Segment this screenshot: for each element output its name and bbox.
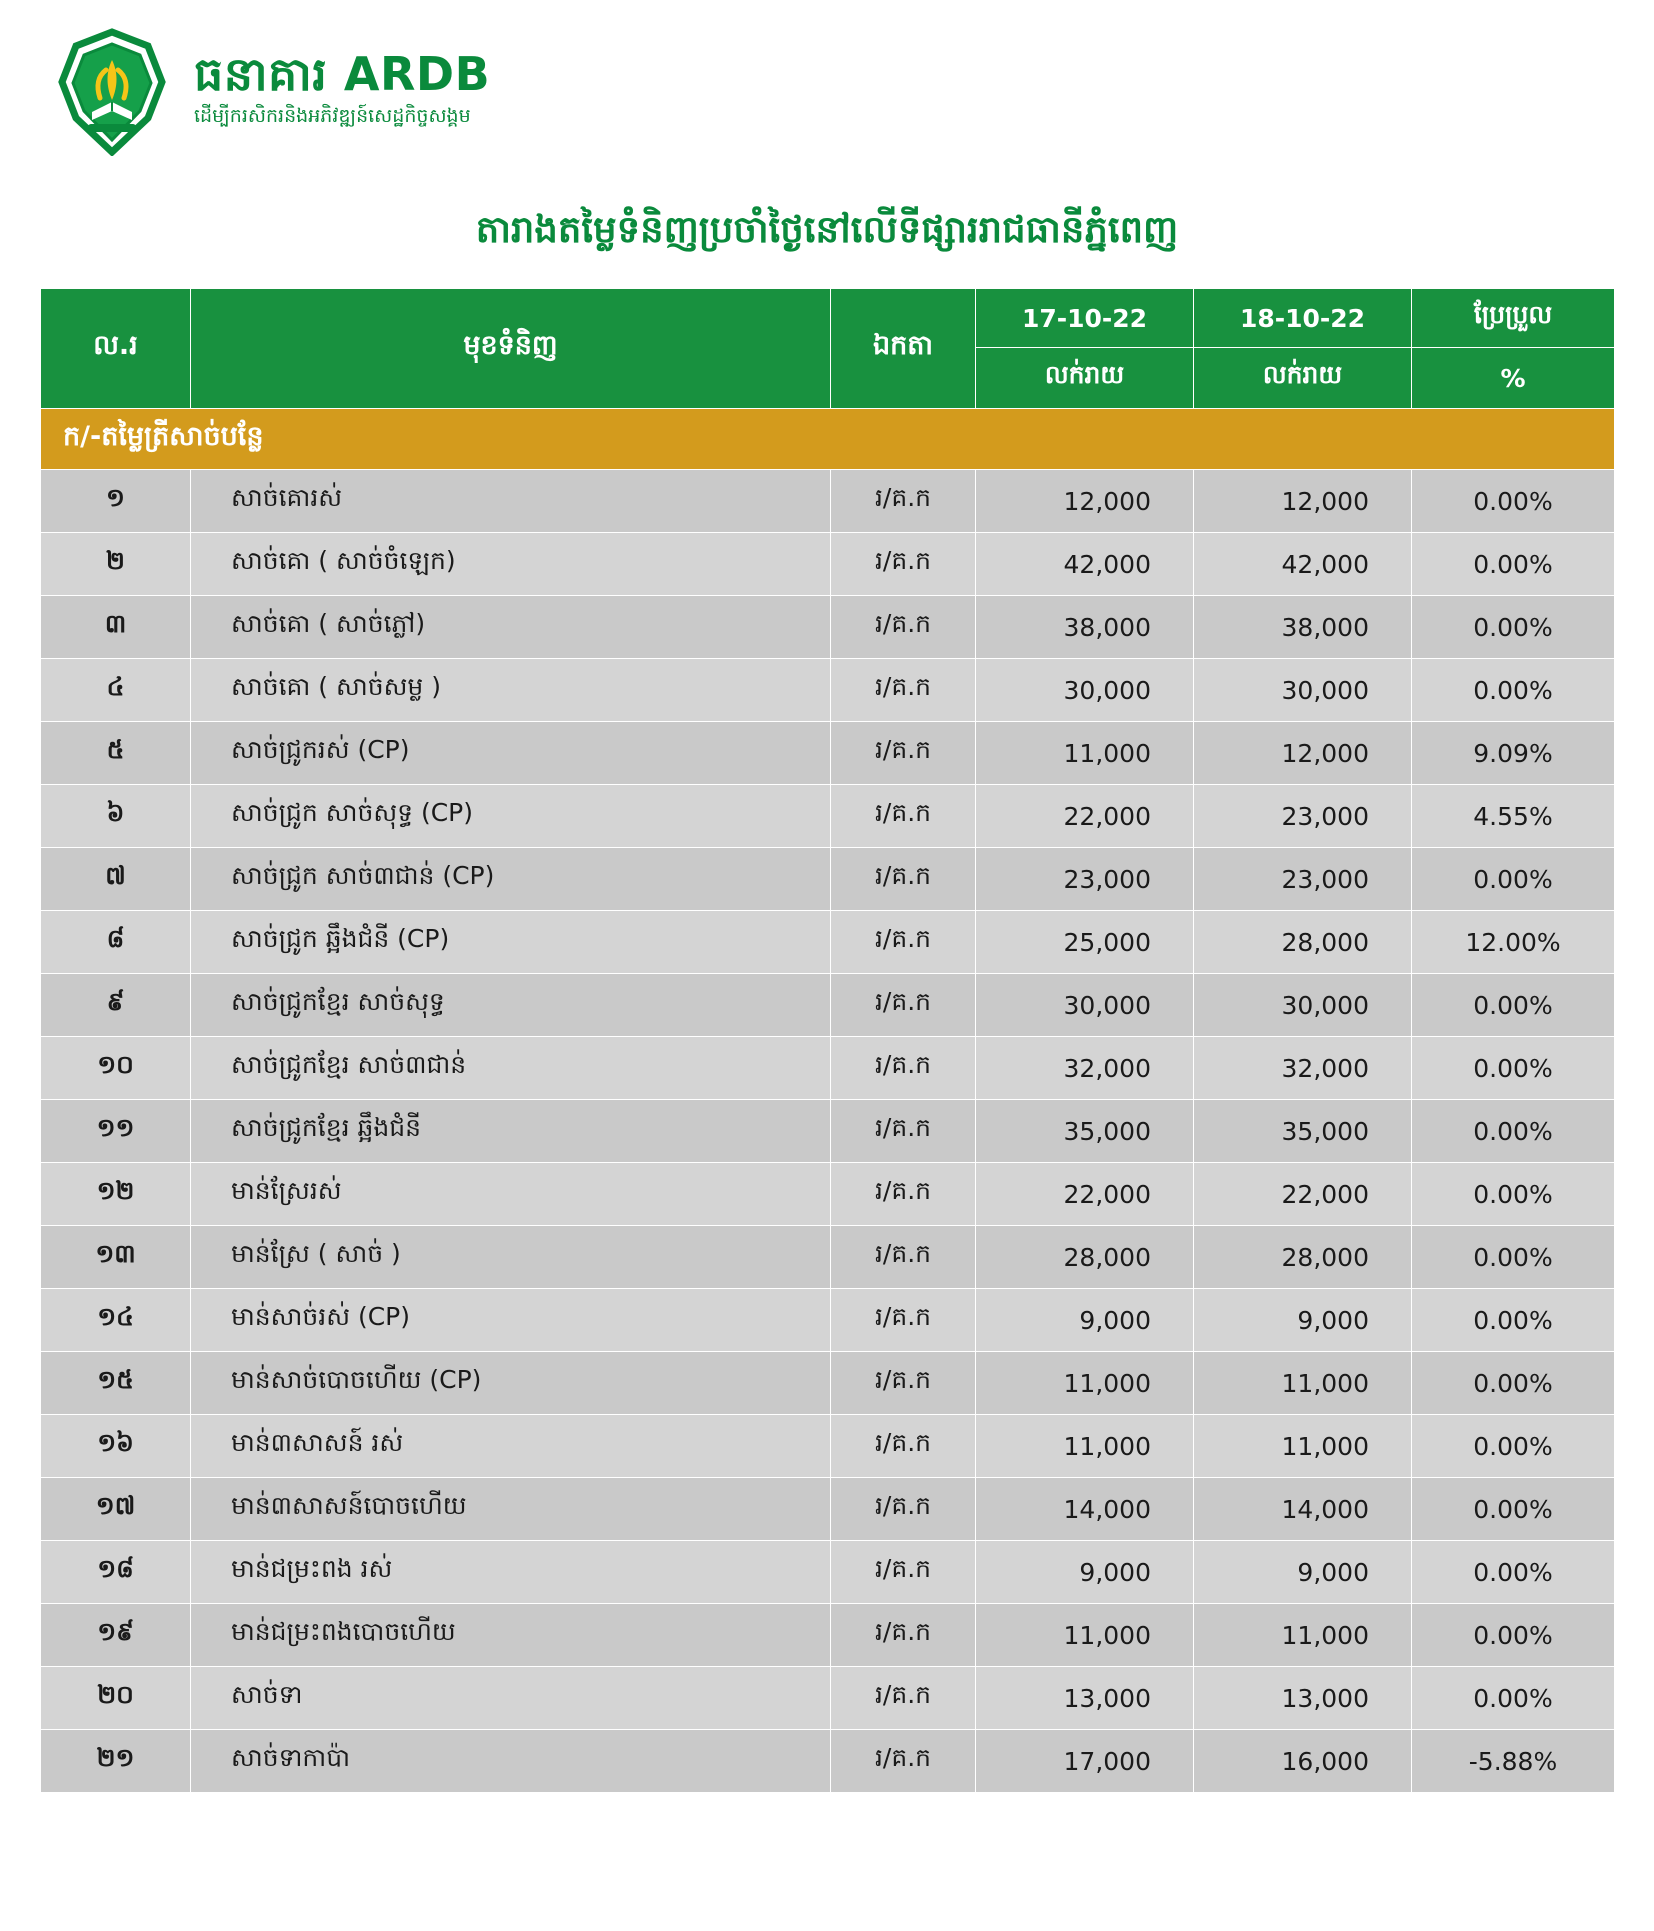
row-unit: រ/គ.ក: [831, 1604, 976, 1667]
row-price-1: 11,000: [976, 1415, 1194, 1478]
row-unit: រ/គ.ក: [831, 1100, 976, 1163]
row-unit: រ/គ.ក: [831, 596, 976, 659]
row-price-2: 32,000: [1194, 1037, 1412, 1100]
table-row: [41, 974, 1615, 1037]
row-item: មាន់សាច់បោចហើយ (CP): [191, 1352, 831, 1415]
row-number: ១៤: [41, 1289, 191, 1352]
row-change: 0.00%: [1412, 1100, 1615, 1163]
row-number: ២០: [41, 1667, 191, 1730]
row-change: 0.00%: [1412, 1541, 1615, 1604]
row-item: មាន់៣សាសន៍បោចហើយ: [191, 1478, 831, 1541]
row-price-2: 30,000: [1194, 659, 1412, 722]
row-change: 0.00%: [1412, 1289, 1615, 1352]
table-row: [41, 722, 1615, 785]
row-price-2: 38,000: [1194, 596, 1412, 659]
row-price-1: 9,000: [976, 1541, 1194, 1604]
row-item: សាច់ជ្រូក ឆ្អឹងជំនី (CP): [191, 911, 831, 974]
row-price-2: 11,000: [1194, 1604, 1412, 1667]
row-unit: រ/គ.ក: [831, 1541, 976, 1604]
column-header-change: ប្រែប្រួល: [1412, 289, 1615, 348]
row-change: 0.00%: [1412, 1415, 1615, 1478]
row-unit: រ/គ.ក: [831, 1352, 976, 1415]
row-item: មាន់ស្រែ ( សាច់ ): [191, 1226, 831, 1289]
row-number: ១៦: [41, 1415, 191, 1478]
row-number: ៥: [41, 722, 191, 785]
ardb-logo-icon: [48, 28, 176, 156]
row-unit: រ/គ.ក: [831, 1667, 976, 1730]
row-number: ២១: [41, 1730, 191, 1793]
table-row: [41, 1289, 1615, 1352]
column-subheader-retail-1: លក់រាយ: [976, 348, 1194, 409]
table-row: [41, 1730, 1615, 1793]
row-item: សាច់ទាកាប៉ា: [191, 1730, 831, 1793]
row-item: មាន់ជម្រះពង រស់: [191, 1541, 831, 1604]
row-number: ៩: [41, 974, 191, 1037]
row-price-1: 14,000: [976, 1478, 1194, 1541]
row-change: 0.00%: [1412, 1352, 1615, 1415]
row-item: មាន់ជម្រះពងបោចហើយ: [191, 1604, 831, 1667]
row-price-2: 28,000: [1194, 911, 1412, 974]
row-item: សាច់ជ្រូកខ្មែរ សាច់សុទ្ធ: [191, 974, 831, 1037]
column-header-date-2: 18-10-22: [1194, 289, 1412, 348]
table-body: [41, 409, 1615, 1793]
row-unit: រ/គ.ក: [831, 1478, 976, 1541]
row-unit: រ/គ.ក: [831, 1037, 976, 1100]
row-item: សាច់គោរស់: [191, 470, 831, 533]
table-header-row-1: [41, 289, 1615, 348]
column-subheader-percent: %: [1412, 348, 1615, 409]
row-item: សាច់ជ្រូក សាច់សុទ្ធ (CP): [191, 785, 831, 848]
row-price-1: 32,000: [976, 1037, 1194, 1100]
row-number: ៣: [41, 596, 191, 659]
column-subheader-retail-2: លក់រាយ: [1194, 348, 1412, 409]
row-number: ៦: [41, 785, 191, 848]
row-unit: រ/គ.ក: [831, 848, 976, 911]
row-number: ២: [41, 533, 191, 596]
page-header: [40, 28, 1614, 156]
table-row: [41, 1541, 1615, 1604]
row-price-2: 13,000: [1194, 1667, 1412, 1730]
row-price-1: 11,000: [976, 1604, 1194, 1667]
row-item: សាច់គោ ( សាច់សម្ល ): [191, 659, 831, 722]
table-row: [41, 533, 1615, 596]
section-header-row: [41, 409, 1615, 470]
row-change: 0.00%: [1412, 596, 1615, 659]
row-price-2: 16,000: [1194, 1730, 1412, 1793]
row-price-1: 38,000: [976, 596, 1194, 659]
row-price-2: 12,000: [1194, 722, 1412, 785]
row-change: 0.00%: [1412, 1478, 1615, 1541]
row-price-1: 13,000: [976, 1667, 1194, 1730]
row-unit: រ/គ.ក: [831, 1289, 976, 1352]
row-item: សាច់គោ ( សាច់ចំឡេក): [191, 533, 831, 596]
column-header-date-1: 17-10-22: [976, 289, 1194, 348]
row-unit: រ/គ.ក: [831, 1415, 976, 1478]
table-row: [41, 1604, 1615, 1667]
row-change: 0.00%: [1412, 1163, 1615, 1226]
row-price-2: 23,000: [1194, 785, 1412, 848]
row-price-1: 9,000: [976, 1289, 1194, 1352]
column-header-no: ល.រ: [41, 289, 191, 409]
row-change: 0.00%: [1412, 470, 1615, 533]
row-price-2: 11,000: [1194, 1352, 1412, 1415]
row-unit: រ/គ.ក: [831, 659, 976, 722]
row-unit: រ/គ.ក: [831, 1163, 976, 1226]
row-price-2: 12,000: [1194, 470, 1412, 533]
row-price-2: 9,000: [1194, 1541, 1412, 1604]
row-price-2: 14,000: [1194, 1478, 1412, 1541]
row-item: សាច់ជ្រូក សាច់៣ជាន់ (CP): [191, 848, 831, 911]
row-price-1: 23,000: [976, 848, 1194, 911]
row-change: 4.55%: [1412, 785, 1615, 848]
row-price-2: 28,000: [1194, 1226, 1412, 1289]
table-row: [41, 1415, 1615, 1478]
row-item: មាន់ស្រែរស់: [191, 1163, 831, 1226]
row-unit: រ/គ.ក: [831, 785, 976, 848]
row-price-1: 17,000: [976, 1730, 1194, 1793]
row-number: ១៩: [41, 1604, 191, 1667]
row-change: 0.00%: [1412, 1667, 1615, 1730]
table-row: [41, 470, 1615, 533]
row-price-1: 12,000: [976, 470, 1194, 533]
row-change: 0.00%: [1412, 533, 1615, 596]
row-price-2: 30,000: [1194, 974, 1412, 1037]
row-change: -5.88%: [1412, 1730, 1615, 1793]
row-change: 0.00%: [1412, 1604, 1615, 1667]
row-unit: រ/គ.ក: [831, 1226, 976, 1289]
row-price-1: 30,000: [976, 659, 1194, 722]
row-price-2: 23,000: [1194, 848, 1412, 911]
row-change: 0.00%: [1412, 848, 1615, 911]
row-item: សាច់គោ ( សាច់ភ្លៅ): [191, 596, 831, 659]
row-unit: រ/គ.ក: [831, 722, 976, 785]
row-number: ១៥: [41, 1352, 191, 1415]
row-number: ១០: [41, 1037, 191, 1100]
table-row: [41, 596, 1615, 659]
row-item: សាច់ជ្រូករស់ (CP): [191, 722, 831, 785]
table-row: [41, 1037, 1615, 1100]
table-row: [41, 1352, 1615, 1415]
row-unit: រ/គ.ក: [831, 1730, 976, 1793]
row-price-2: 9,000: [1194, 1289, 1412, 1352]
row-price-1: 22,000: [976, 1163, 1194, 1226]
row-change: 12.00%: [1412, 911, 1615, 974]
row-change: 9.09%: [1412, 722, 1615, 785]
row-price-1: 11,000: [976, 722, 1194, 785]
row-price-1: 25,000: [976, 911, 1194, 974]
table-row: [41, 848, 1615, 911]
row-number: ១: [41, 470, 191, 533]
price-table: [40, 288, 1615, 1793]
row-number: ១៨: [41, 1541, 191, 1604]
row-price-1: 42,000: [976, 533, 1194, 596]
row-price-2: 22,000: [1194, 1163, 1412, 1226]
table-row: [41, 659, 1615, 722]
row-price-2: 42,000: [1194, 533, 1412, 596]
row-price-2: 11,000: [1194, 1415, 1412, 1478]
row-change: 0.00%: [1412, 974, 1615, 1037]
brand-text: [194, 49, 490, 134]
row-unit: រ/គ.ក: [831, 470, 976, 533]
column-header-unit: ឯកតា: [831, 289, 976, 409]
row-change: 0.00%: [1412, 659, 1615, 722]
table-row: [41, 785, 1615, 848]
row-unit: រ/គ.ក: [831, 911, 976, 974]
row-price-1: 11,000: [976, 1352, 1194, 1415]
table-row: [41, 1100, 1615, 1163]
row-price-1: 22,000: [976, 785, 1194, 848]
table-row: [41, 1163, 1615, 1226]
row-item: សាច់ជ្រូកខ្មែរ សាច់៣ជាន់: [191, 1037, 831, 1100]
page-title: តារាងតម្លៃទំនិញប្រចាំថ្ងៃនៅលើទីផ្សាររាជធានីភ្នំពេញ: [475, 208, 1179, 251]
row-number: ៤: [41, 659, 191, 722]
row-item: សាច់ជ្រូកខ្មែរ ឆ្អឹងជំនី: [191, 1100, 831, 1163]
row-item: មាន់៣សាសន៍ រស់: [191, 1415, 831, 1478]
row-change: 0.00%: [1412, 1037, 1615, 1100]
row-unit: រ/គ.ក: [831, 533, 976, 596]
row-unit: រ/គ.ក: [831, 974, 976, 1037]
row-number: ៨: [41, 911, 191, 974]
row-price-1: 30,000: [976, 974, 1194, 1037]
table-row: [41, 1226, 1615, 1289]
table-row: [41, 1478, 1615, 1541]
section-header-label: ក/-តម្លៃត្រីសាច់បន្លែ: [41, 409, 1615, 470]
row-price-1: 35,000: [976, 1100, 1194, 1163]
row-number: ១២: [41, 1163, 191, 1226]
brand-subtitle: ដើម្បីករសិករនិងអភិវឌ្ឍន៍សេដ្ឋកិច្ចសង្គម: [194, 104, 471, 127]
row-number: ១១: [41, 1100, 191, 1163]
row-item: សាច់ទា: [191, 1667, 831, 1730]
row-change: 0.00%: [1412, 1226, 1615, 1289]
brand-title: ធនាគារ ARDB: [194, 47, 491, 102]
row-item: មាន់សាច់រស់ (CP): [191, 1289, 831, 1352]
table-row: [41, 1667, 1615, 1730]
column-header-item: មុខទំនិញ: [191, 289, 831, 409]
row-number: ៧: [41, 848, 191, 911]
row-number: ១៣: [41, 1226, 191, 1289]
table-row: [41, 911, 1615, 974]
row-price-2: 35,000: [1194, 1100, 1412, 1163]
row-number: ១៧: [41, 1478, 191, 1541]
table-head: [41, 289, 1615, 409]
row-price-1: 28,000: [976, 1226, 1194, 1289]
